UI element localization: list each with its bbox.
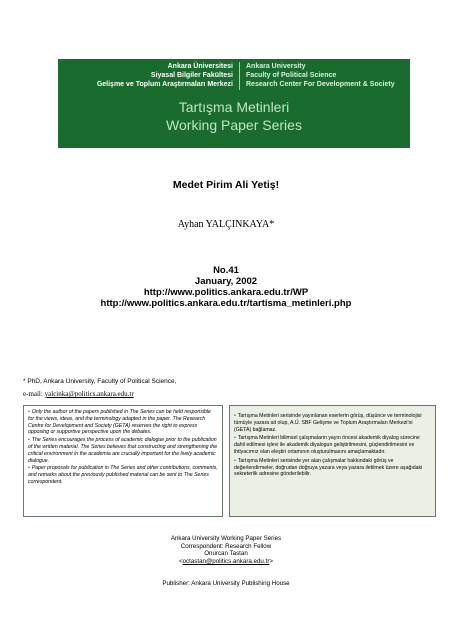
- bullet-icon: •: [234, 457, 236, 464]
- banner-en-line: Ankara University: [246, 63, 306, 70]
- email-bracket-open: <: [178, 558, 183, 566]
- series-name: Ankara University Working Paper Series: [170, 535, 282, 542]
- note-text: Tartışma Metinleri serisinde yer alan çalışmalar hakkındaki görüş ve değerlendirmeler, doğrudan doğruya yazara veya yazara iletilmek üzere aşağıdaki sekreterlik adresine gönderilebilir.: [234, 457, 423, 478]
- author-footnote: [23, 376, 283, 401]
- correspondent-email-line: [0, 558, 452, 566]
- note-text: Tartışma Metinleri serisinde yayınlanan eserlerin görüş, düşünce ve terminolojisi tümüyle yazara ait olup, A.Ü. SBF Gelişme ve Toplum Araştırmaları Merkezi'ni (GETA) bağlamaz.: [234, 413, 422, 433]
- series-title: [58, 98, 410, 134]
- note-item: [28, 437, 218, 464]
- author-email-line: [23, 388, 283, 401]
- banner-en-line: Research Center For Development & Society: [246, 81, 395, 88]
- paper-info: [0, 265, 452, 309]
- banner-institution-en: [246, 62, 410, 89]
- publisher-line: Publisher: Ankara University Publishing House: [162, 580, 290, 587]
- bullet-icon: •: [28, 409, 30, 415]
- email-label: e-mail:: [23, 390, 43, 398]
- correspondent-role: Correspondent: Research Fellow: [180, 542, 272, 550]
- banner-tr-line: Gelişme ve Toplum Araştırmaları Merkezi: [96, 81, 233, 88]
- email-bracket-close: >: [269, 558, 273, 566]
- paper-author: Ayhan YALÇINKAYA*: [177, 219, 275, 230]
- bullet-icon: •: [234, 435, 236, 442]
- series-title-en: Working Paper Series: [166, 117, 302, 133]
- correspondent-email-link[interactable]: octastan@politics.ankara.edu.tr: [182, 558, 270, 566]
- note-item: [234, 435, 431, 455]
- bullet-icon: •: [28, 465, 30, 472]
- correspondent-name: Onurcan Tastan: [204, 550, 248, 558]
- note-text: Tartışma Metinleri bilimsel çalışmaların yayın öncesi akademik diyalog sürecine dahil edilmesi işlevi ile akademik diyalogun geliştirilmesini, güçlendirilmesini ve ihtiyacımız olan eleştiri ortamının oluşturulmasını amaçlamaktadır.: [234, 435, 420, 455]
- note-item: [234, 458, 431, 478]
- notes-list-turkish: [230, 406, 435, 478]
- paper-date: January, 2002: [194, 276, 258, 287]
- banner-tr-line: Ankara Üniversitesi: [167, 63, 233, 70]
- author-email-link[interactable]: yalcinka@politics.ankara.edu.tr: [44, 390, 134, 398]
- series-page-link[interactable]: http://www.politics.ankara.edu.tr/tartisma_metinleri.php: [100, 298, 352, 309]
- header-banner: [58, 59, 410, 148]
- note-text: Paper proposals for publication in The Series and other contributions, comments, and remarks about the previously published material can be sent to The Series correspondent.: [28, 465, 218, 485]
- series-title-tr: Tartışma Metinleri: [178, 99, 290, 115]
- bullet-icon: •: [234, 413, 236, 419]
- banner-divider: [239, 62, 240, 90]
- note-text: The Series encourages the process of academic dialogue prior to the publication of the written material. The Series believes that constructing and strengthening the critical environment in the academia are crucially important for the lively academic dialogue.: [28, 437, 218, 464]
- banner-institution-tr: [58, 62, 233, 89]
- series-url-link[interactable]: http://www.politics.ankara.edu.tr/WP: [143, 287, 309, 298]
- notes-box-turkish: [229, 405, 436, 517]
- author-affiliation: * PhD, Ankara University, Faculty of Political Science,: [23, 378, 177, 385]
- paper-title: Medet Pirim Ali Yetiş!: [172, 179, 280, 191]
- note-text: Only the author of the papers published in The Series can be held responsible for the views, ideas, and the terminology adapted in the paper. The Research Centre for Development and Society (GETA) reserves the right to express opposing or supportive perspective upon the debates.: [28, 409, 211, 436]
- banner-tr-line: Siyasal Bilgiler Fakültesi: [150, 72, 233, 79]
- paper-number: No.41: [213, 265, 239, 276]
- notes-box-english: [23, 405, 223, 517]
- bullet-icon: •: [28, 437, 30, 444]
- note-item: [28, 465, 218, 485]
- note-item: [28, 409, 218, 436]
- notes-list-english: [24, 406, 222, 486]
- series-contact: [0, 535, 452, 566]
- banner-en-line: Faculty of Political Science: [246, 72, 337, 79]
- note-item: [234, 413, 431, 433]
